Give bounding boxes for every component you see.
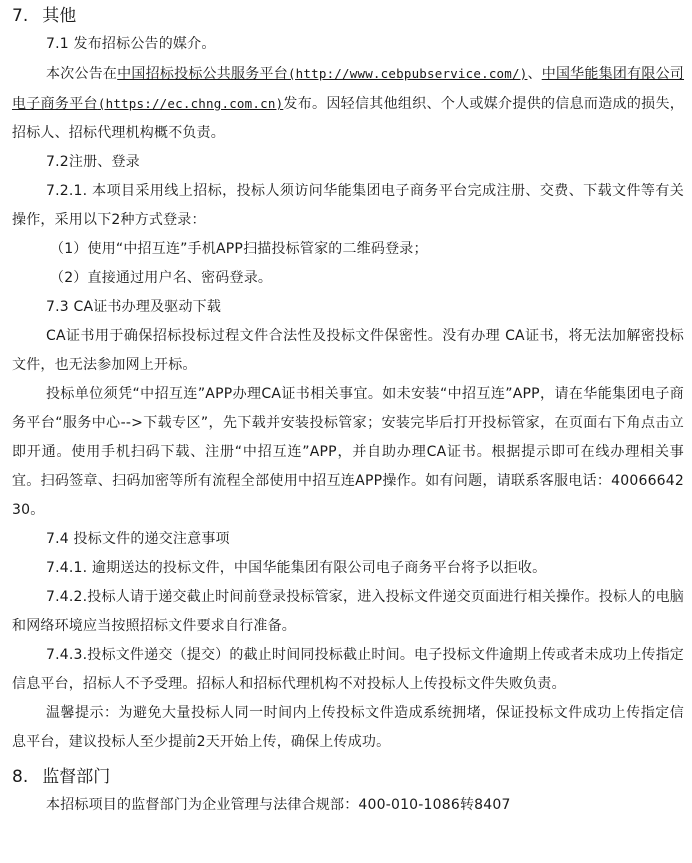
paragraph-7-3-ca-purpose: CA证书用于确保招标投标过程文件合法性及投标文件保密性。没有办理 CA证书，将无法加解密投标文件，也无法参加网上开标。 [12,328,684,373]
paragraph-7-4-1: 7.4.1. 逾期送达的投标文件，中国华能集团有限公司电子商务平台将予以拒收。 [46,560,547,576]
section-7-title: 其他 [42,6,77,26]
warm-tip-paragraph: 温馨提示：为避免大量投标人同一时间内上传投标文件造成系统拥堵，保证投标文件成功上传指定信息平台，建议投标人至少提前2天开始上传，确保上传成功。 [12,705,684,750]
paragraph-7-1-text-a: 本次公告在 [46,66,118,82]
section-7-heading [12,2,684,30]
supervision-department-paragraph: 本招标项目的监督部门为企业管理与法律合规部：400-010-1086转8407 [46,797,511,813]
login-option-1: （1）使用“中招互连”手机APP扫描投标管家的二维码登录； [50,241,428,257]
paragraph-7-3-ca-procedure: 投标单位须凭“中招互连”APP办理CA证书相关事宜。如未安装“中招互连”APP，请在华能集团电子商务平台“服务中心-->下载专区”，先下载并安装投标管家；安装完毕后打开投标管家，在页面右下角点击立即开通。使用手机扫码下载、注册“中招互连”APP，并自助办理CA证书。根据提示即可在线办理相关事宜。扫码签章、扫码加密等所有流程全部使用中招互连APP操作。如有问题，请联系客服电话：4006664230。 [12,386,684,518]
subsection-7-4-heading: 7.4 投标文件的递交注意事项 [46,531,230,547]
subsection-7-2-heading: 7.2注册、登录 [46,154,140,170]
paragraph-7-4-2: 7.4.2.投标人请于递交截止时间前登录投标管家，进入投标文件递交页面进行相关操作。投标人的电脑和网络环境应当按照招标文件要求自行准备。 [12,589,684,634]
paragraph-7-1-text-c: 发布。因轻信其他组织、个人或媒介提供的信息而造成的损失，招标人、招标代理机构概不负责。 [12,96,684,141]
section-7-number: 7. [12,6,29,26]
paragraph-7-1-text-b: 、 [527,66,542,82]
paragraph-7-2-1: 7.2.1. 本项目采用线上招标，投标人须访问华能集团电子商务平台完成注册、交费、下载文件等有关操作，采用以下2种方式登录： [12,183,684,228]
section-8-title: 监督部门 [42,767,111,787]
section-8-number: 8. [12,767,29,787]
subsection-7-1-heading: 7.1 发布招标公告的媒介。 [46,36,216,52]
paragraph-7-4-3: 7.4.3.投标文件递交（提交）的截止时间同投标截止时间。电子投标文件逾期上传或者未成功上传指定信息平台，招标人不予受理。招标人和招标代理机构不对投标人上传投标文件失败负责。 [12,647,684,692]
subsection-7-3-heading: 7.3 CA证书办理及驱动下载 [46,299,222,315]
link-chng-ecommerce[interactable]: 中国华能集团有限公司电子商务平台(https://ec.chng.com.cn) [12,66,685,112]
section-8-heading [12,763,684,791]
login-option-2: （2）直接通过用户名、密码登录。 [50,270,273,286]
link-cebpubservice[interactable]: 中国招标投标公共服务平台(http://www.cebpubservice.com/) [117,66,528,82]
subsection-7-1-paragraph [12,59,684,148]
